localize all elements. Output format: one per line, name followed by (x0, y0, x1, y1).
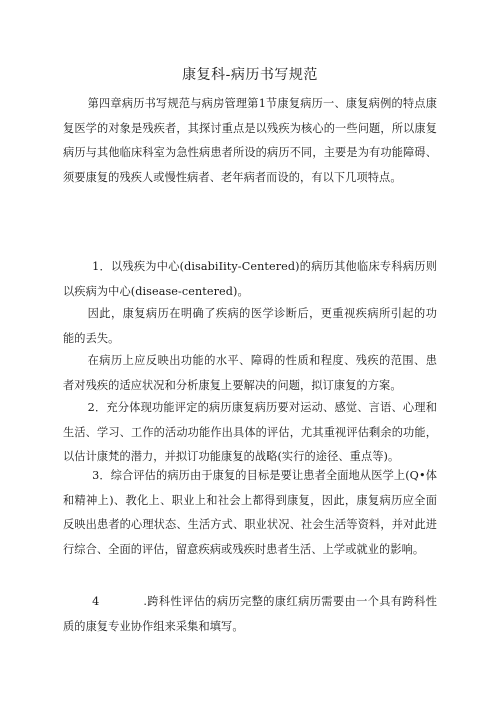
paragraph-record-content: 在病历上应反映出功能的水平、障碍的性质和程度、残疾的范围、患者对残疾的适应状况和分析康复上要解决的问题，拟订康复的方案。 (63, 354, 437, 392)
paragraph-point-1: 1．以残疾为中心(disabiIity-Centered)的病历其他临床专科病历则以疾病为中心(disease-centered)。 (63, 260, 437, 298)
paragraph-intro: 第四章病历书写规范与病房管理第1节康复病历一、康复病例的特点康复医学的对象是残疾者，其探讨重点是以残疾为核心的一些问题，所以康复病历与其他临床科室为急性病患者所设的病历不同，主要是为有功能障碍、须要康复的残疾人或慢性病者、老年病者而设的，有以下几项特点。 (63, 97, 437, 184)
point-4-text: .跨科性评估的病历完整的康红病历需要由一个具有跨科性质的康复专业协作组来采集和填写。 (63, 595, 437, 633)
paragraph-point-4 (63, 590, 437, 639)
document-title: 康复科-病历书写规范 (182, 67, 318, 83)
paragraph-point-2: 2．充分体现功能评定的病历康复病历要对运动、感觉、言语、心理和生活、学习、工作的活动功能作出具体的评估，尤其重视评估剩余的功能，以估计康梵的潜力，并拟订功能康复的战略(实行的途径、重点等)。 (63, 401, 437, 463)
paragraph-functional-loss: 因此，康复病历在明确了疾病的医学诊断后，更重视疾病所引起的功能的丢失。 (63, 307, 437, 345)
point-4-number: 4 (92, 595, 100, 608)
paragraph-point-3: 3．综合评估的病历由于康复的目标是要让患者全面地从医学上(Q•体和精神上)、教化上、职业上和社会上都得到康复，因此，康复病历应全面反映出患者的心理状态、生活方式、职业状况、社会生活等资料，并对此进行综合、全面的评估，留意疾病或残疾时患者生活、上学或就业的影响。 (63, 469, 437, 556)
